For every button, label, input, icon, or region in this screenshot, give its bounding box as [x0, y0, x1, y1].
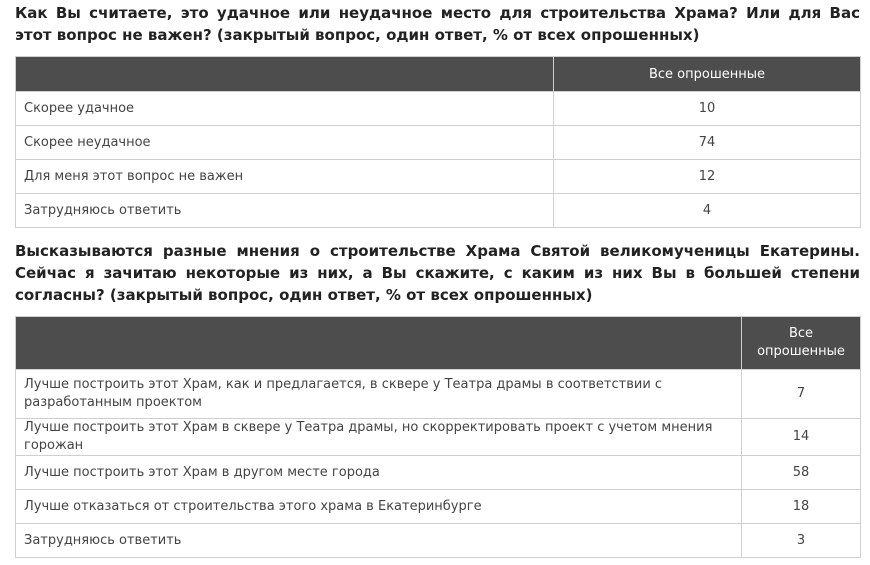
answer-value: 7: [742, 370, 861, 419]
answer-value: 10: [554, 92, 861, 126]
answer-value: 74: [554, 126, 861, 160]
header-label-cell: [16, 57, 554, 92]
answer-label: Лучше построить этот Храм, как и предлагается, в сквере у Театра драмы в соответствии с разработанным проектом: [16, 370, 742, 419]
question-2-table: [15, 316, 861, 558]
answer-label: Скорее неудачное: [16, 126, 554, 160]
table-row: [16, 490, 861, 524]
table-row: [16, 92, 861, 126]
question-1-table: [15, 56, 861, 228]
question-1-title: Как Вы считаете, это удачное или неудачное место для строительства Храма? Или для Вас этот вопрос не важен? (закрытый вопрос, один ответ, % от всех опрошенных): [15, 4, 860, 44]
answer-label: Затрудняюсь ответить: [16, 194, 554, 228]
answer-label: Лучше построить этот Храм в другом месте города: [16, 456, 742, 490]
header-label-cell: [16, 317, 742, 370]
question-2-title: Высказываются разные мнения о строительстве Храма Святой великомученицы Екатерины. Сейчас я зачитаю некоторые из них, а Вы скажите, с каким из них Вы в большей степени согласны? (закрытый вопрос, один ответ, % от всех опрошенных): [15, 242, 860, 304]
answer-value: 14: [742, 419, 861, 456]
answer-label: Лучше построить этот Храм в сквере у Театра драмы, но скорректировать проект с учетом мнения горожан: [16, 419, 742, 456]
table-row: [16, 370, 861, 419]
answer-label: Затрудняюсь ответить: [16, 524, 742, 558]
answer-value: 4: [554, 194, 861, 228]
header-all-respondents: Все опрошенные: [742, 317, 861, 370]
table-header-row: [16, 317, 861, 370]
answer-value: 18: [742, 490, 861, 524]
answer-label: Скорее удачное: [16, 92, 554, 126]
answer-label: Лучше отказаться от строительства этого храма в Екатеринбурге: [16, 490, 742, 524]
table-header-row: [16, 57, 861, 92]
table-row: [16, 160, 861, 194]
table-row: [16, 126, 861, 160]
header-all-respondents: Все опрошенные: [554, 57, 861, 92]
answer-value: 12: [554, 160, 861, 194]
table-row: [16, 456, 861, 490]
answer-value: 58: [742, 456, 861, 490]
table-row: [16, 194, 861, 228]
table-row: [16, 419, 861, 456]
answer-label: Для меня этот вопрос не важен: [16, 160, 554, 194]
table-row: [16, 524, 861, 558]
answer-value: 3: [742, 524, 861, 558]
